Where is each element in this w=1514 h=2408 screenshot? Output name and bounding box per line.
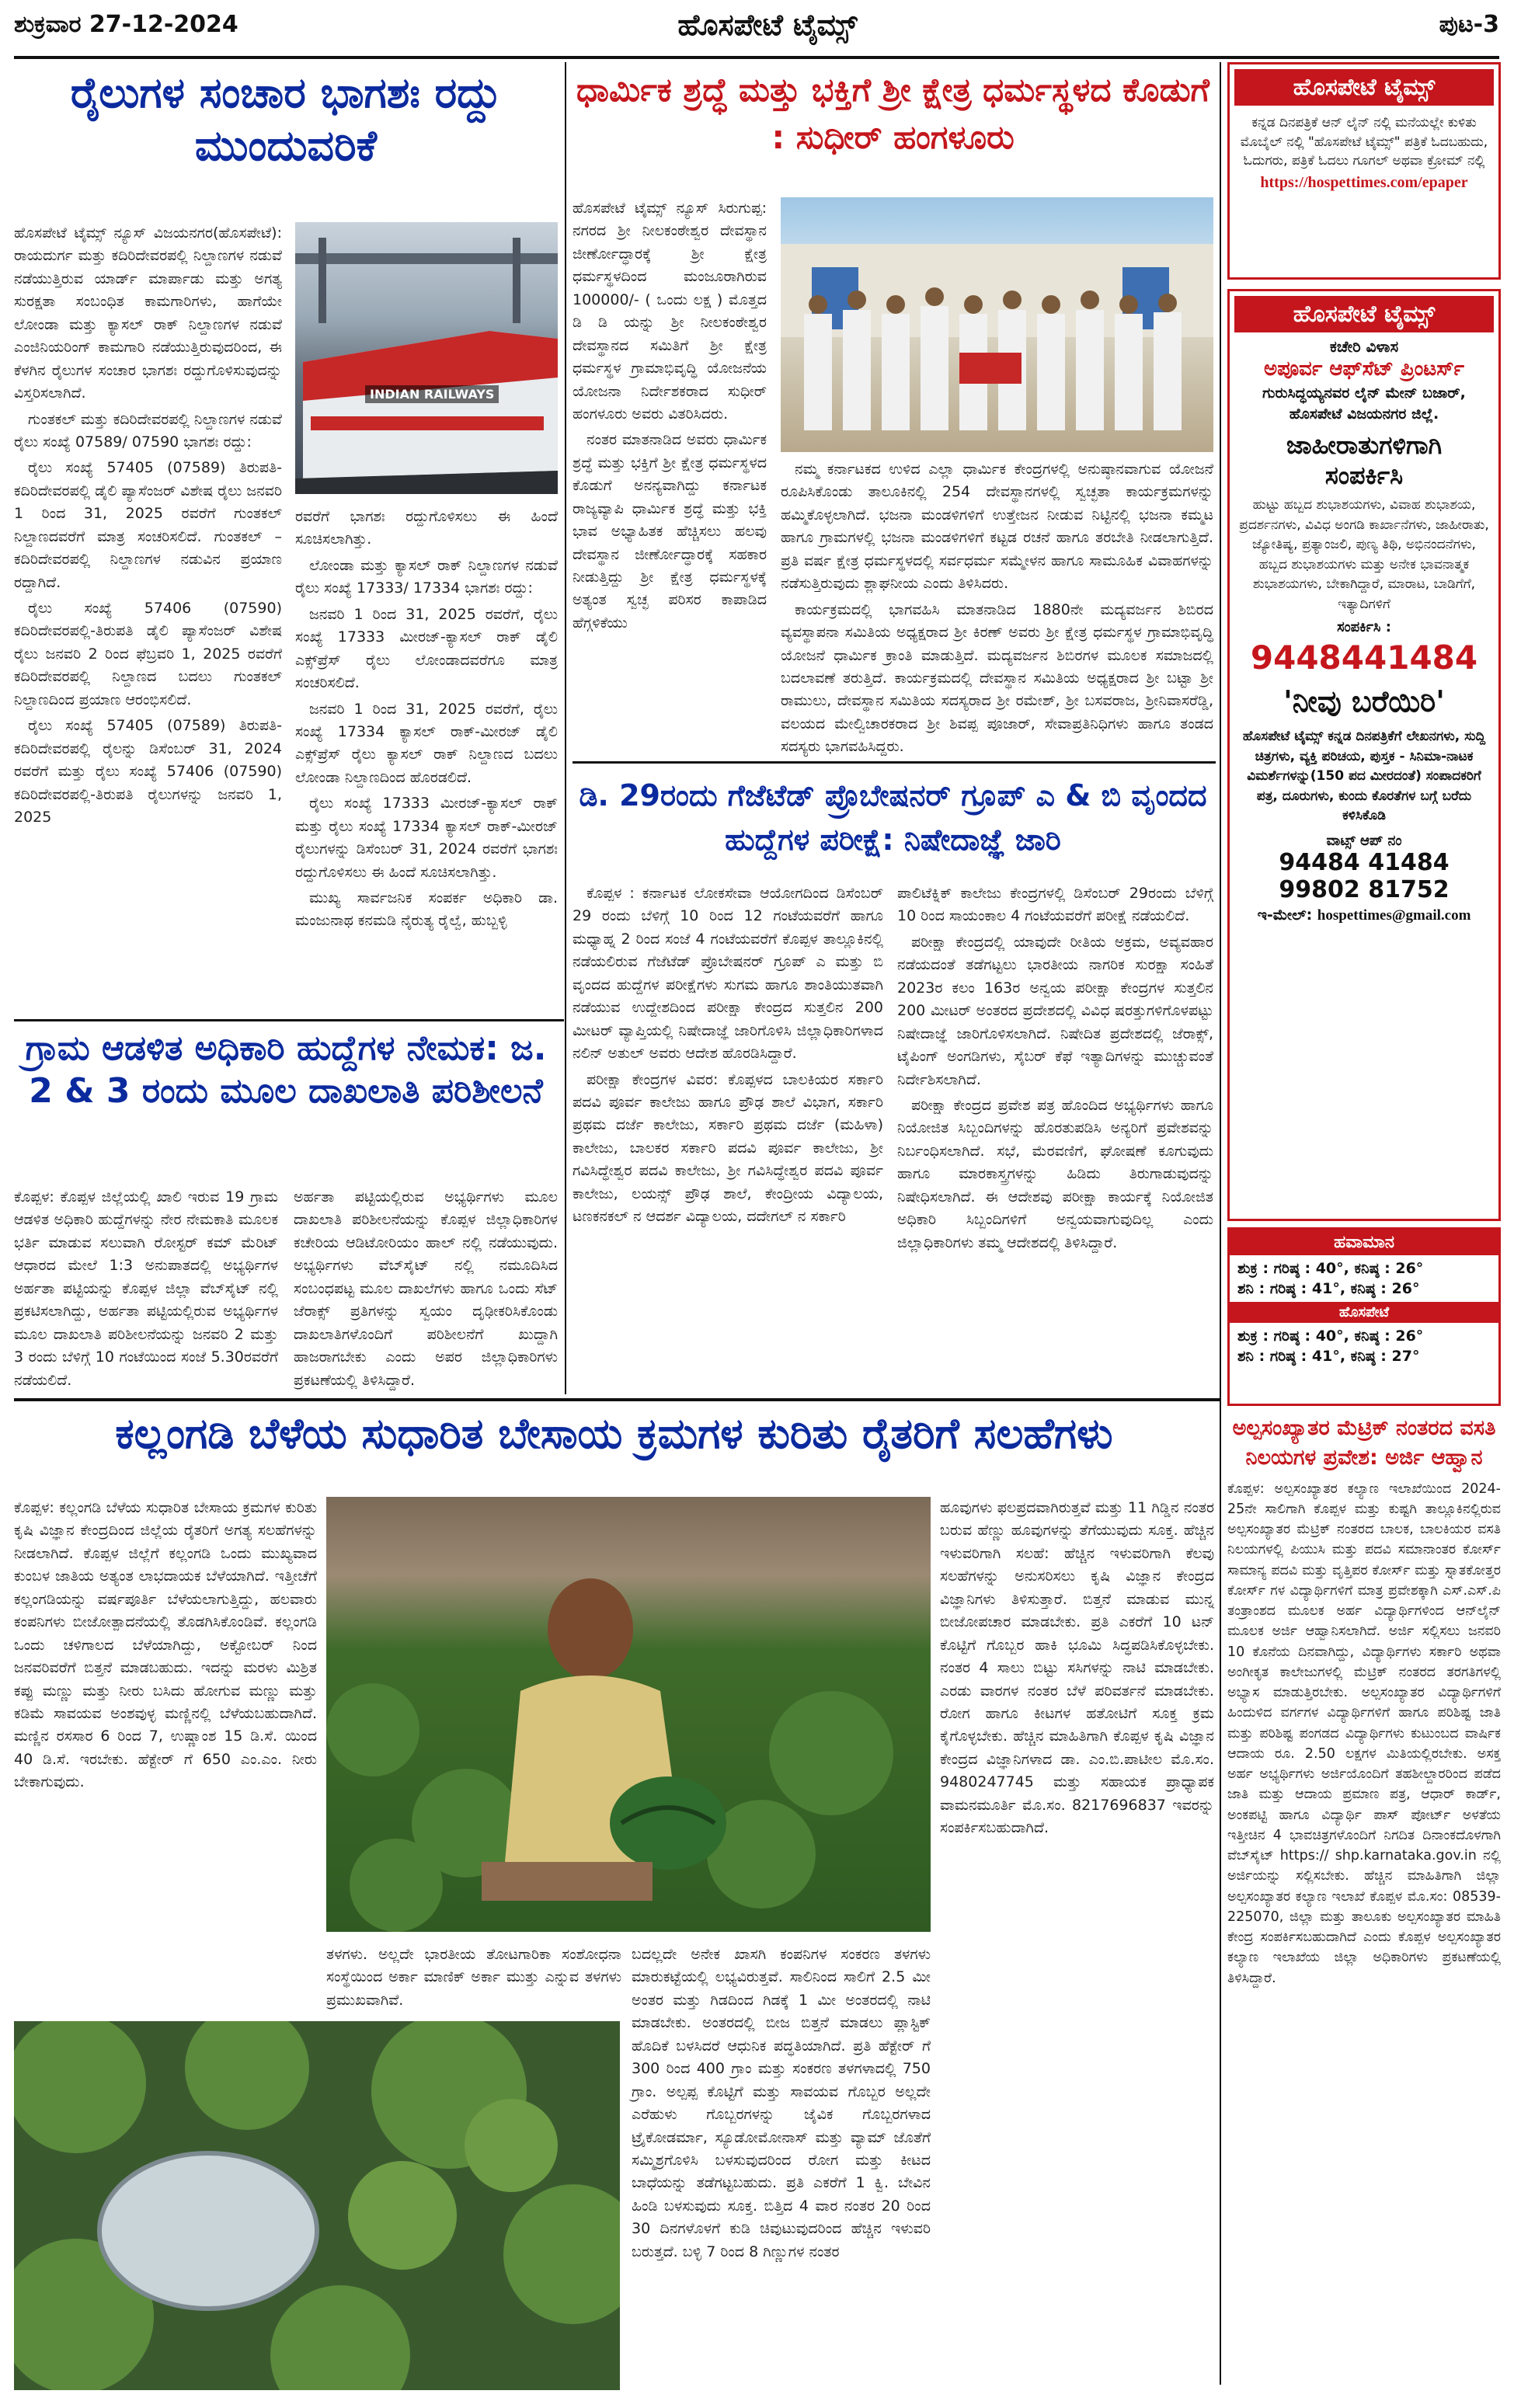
watermelon-col1: ಕೊಪ್ಪಳ: ಕಲ್ಲಂಗಡಿ ಬೆಳೆಯ ಸುಧಾರಿತ ಬೇಸಾಯ ಕ್ರಮಗಳ ಕುರಿತು ಕೃಷಿ ವಿಜ್ಞಾನ ಕೇಂದ್ರದಿಂದ ಜಿಲ್ಲೆಯ ರೈತರಿಗೆ ಅಗತ್ಯ ಸಲಹೆಗಳನ್ನು ನೀಡಲಾಗಿದೆ. ಕೊಪ್ಪಳ ಜಿಲ್ಲೆಗೆ ಕಲ್ಲಂಗಡಿ ಒಂದು ಮುಖ್ಯವಾದ ಕುಂಬಳ ಜಾತಿಯ ಅತ್ಯಂತ ಲಾಭದಾಯಕ ಬೆಳೆಯಾಗಿದೆ. ಇತ್ತೀಚೆಗೆ ಕಲ್ಲಂಗಡಿಯನ್ನು ವರ್ಷಪೂರ್ತಿ ಬೆಳೆಯಲಾಗುತ್ತಿದ್ದು, ಹಲವಾರು ಕಂಪನಿಗಳು ಬೀಜೋತ್ಪಾದನೆಯಲ್ಲಿ ತೊಡಗಿಸಿಕೊಂಡಿವೆ. ಕಲ್ಲಂಗಡಿ ಒಂದು ಚಳಿಗಾಲದ ಬೆಳೆಯಾಗಿದ್ದು, ಅಕ್ಟೋಬರ್ ನಿಂದ ಜನವರಿವರೆಗೆ ಬಿತ್ತನೆ ಮಾಡಬಹುದು. ಇದನ್ನು ಮರಳು ಮಿಶ್ರಿತ ಕಪ್ಪು ಮಣ್ಣು ಮತ್ತು ನೀರು ಬಸಿದು ಹೋಗುವ ಮಣ್ಣು ಮತ್ತು ಕಡಿಮೆ ಸಾವಯವ ಅಂಶವುಳ್ಳ ಮಣ್ಣಿನಲ್ಲಿ ಬೆಳೆಯಬಹುದಾಗಿದೆ. ಮಣ್ಣಿನ ರಸಸಾರ 6 ರಿಂದ 7, ಉಷ್ಣಾಂಶ 15 ಡಿ.ಸೆ. ಯಿಂದ 40 ಡಿ.ಸೆ. ಇರಬೇಕು. ಹೆಕ್ಟೇರ್ ಗೆ 650 ಎಂ.ಎಂ. ನೀರು ಬೇಕಾಗುವುದು.	[14, 1499, 317, 1791]
epaper-ad-title: ಹೊಸಪೇಟೆ ಟೈಮ್ಸ್	[1234, 69, 1494, 106]
exam-headline: ಡಿ. 29ರಂದು ಗೆಜೆಟೆಡ್ ಪ್ರೊಬೇಷನರ್ ಗ್ರೂಪ್ ಎ & ಬಿ ವೃಂದದ ಹುದ್ದೆಗಳ ಪರೀಕ್ಷೆ: ನಿಷೇದಾಜ್ಞೆ ಜಾರಿ	[579, 778, 1207, 857]
office-address: ಗುರುಸಿದ್ಧಯ್ಯನವರ ಲೈನ್ ಮೇನ್ ಬಜಾರ್, ಹೊಸಪೇಟೆ ವಿಜಯನಗರ ಜಿಲ್ಲೆ.	[1262, 385, 1466, 423]
paragraph: ನಂತರ ಮಾತನಾಡಿದ ಅವರು ಧಾರ್ಮಿಕ ಶ್ರದ್ಧೆ ಮತ್ತು ಭಕ್ತಿಗೆ ಶ್ರೀ ಕ್ಷೇತ್ರ ಧರ್ಮಸ್ಥಳದ ಕೊಡುಗೆ ಅನನ್ಯವಾಗಿದ್ದು ಕರ್ನಾಟಕ ರಾಜ್ಯವ್ಯಾಪಿ ಧಾರ್ಮಿಕ ಶ್ರದ್ಧೆ ಮತ್ತು ಭಕ್ತಿ ಭಾವ ಅಭ್ಯಾಹಿತಕ ಹೆಚ್ಚಿಸಲು ಹಲವು ದೇವಸ್ಥಾನ ಜೀರ್ಣೋದ್ಧಾರಕ್ಕೆ ಸಹಕಾರ ನೀಡುತ್ತಿದ್ದು ಶ್ರೀ ಕ್ಷೇತ್ರ ಧರ್ಮಸ್ಥಳಕ್ಕೆ ಅತ್ಯಂತ ಸ್ವಚ್ಛ ಪರಿಸರ ಕಾಪಾಡಿದ ಹೆಗ್ಗಳಿಕೆಯು	[573, 431, 767, 632]
paragraph: ಹೊಸಪೇಟೆ ಟೈಮ್ಸ್ ನ್ಯೂಸ್ ಸಿರುಗುಪ್ಪ: ನಗರದ ಶ್ರೀ ನೀಲಕಂಠೇಶ್ವರ ದೇವಸ್ಥಾನ ಜೀರ್ಣೋದ್ಧಾರಕ್ಕೆ ಶ್ರೀ ಕ್ಷೇತ್ರ ಧರ್ಮಸ್ಥಳದಿಂದ ಮಂಜೂರಾಗಿರುವ 100000/- ( ಒಂದು ಲಕ್ಷ ) ಮೊತ್ತದ ಡಿ ಡಿ ಯನ್ನು ಶ್ರೀ ನೀಲಕಂಠೇಶ್ವರ ದೇವಸ್ಥಾನದ ಸಮಿತಿಗೆ ಶ್ರೀ ಕ್ಷೇತ್ರ ಧರ್ಮಸ್ಥಳ ಗ್ರಾಮಾಭಿವೃದ್ಧಿ ಯೋಜನೆಯ ಯೋಜನಾ ನಿರ್ದೇಶಕರಾದ ಸುಧೀರ್ ಹಂಗಳೂರು ಅವರು ವಿತರಿಸಿದರು.	[573, 200, 767, 423]
phone-2[interactable]: 99802 81752	[1279, 875, 1450, 903]
dharmasthala-col2	[781, 458, 1213, 762]
weather-box	[1227, 1227, 1501, 1406]
masthead	[14, 6, 1499, 53]
divider	[14, 1398, 1220, 1401]
whatsapp-label: ವಾಟ್ಸ್ ಆಪ್ ನಂ	[1326, 832, 1402, 849]
article-dharmasthala	[573, 67, 1213, 756]
paragraph: ರೈಲು ಸಂಖ್ಯೆ 57405 (07589) ತಿರುಪತಿ-ಕದಿರಿದೇವರಪಲ್ಲಿ ಡೈಲಿ ಪ್ಯಾಸೆಂಜರ್ ವಿಶೇಷ ರೈಲು ಜನವರಿ 1 ರಿಂದ 31, 2025 ರವರೆಗೆ ಗುಂತಕಲ್ ನಿಲ್ದಾಣದವರೆಗೆ ಮಾತ್ರ ಸಂಚರಿಸಲಿದೆ. ಗುಂತಕಲ್ – ಕದಿರಿದೇವರಪಲ್ಲಿ ನಿಲ್ದಾಣಗಳ ನಡುವಿನ ಪ್ರಯಾಣ ರದ್ದಾಗಿದೆ.	[14, 459, 282, 591]
write-title: 'ನೀವು ಬರೆಯಿರಿ'	[1283, 684, 1445, 719]
masthead-date: ಶುಕ್ರವಾರ 27-12-2024	[14, 11, 238, 38]
dharmasthala-col1	[573, 197, 767, 638]
article-railways	[14, 67, 558, 1014]
email-label: ಇ-ಮೇಲ್:	[1257, 906, 1313, 924]
weather-row	[1230, 1323, 1498, 1345]
watermelon-col-img: ತಳಗಳು. ಅಲ್ಲದೇ ಭಾರತೀಯ ತೋಟಗಾರಿಕಾ ಸಂಶೋಧನಾ ಸಂಸ್ಥೆಯಿಂದ ಅರ್ಕಾ ಮಾಣಿಕ್ ಅರ್ಕಾ ಮುತ್ತು ಎನ್ನುವ ತಳಗಳು ಪ್ರಮುಖವಾಗಿವೆ.	[326, 1946, 621, 2009]
train-illustration	[295, 222, 558, 494]
weather-values: : ಗರಿಷ್ಠ : 40°, ಕನಿಷ್ಠ : 26°	[1262, 1260, 1424, 1277]
weather-row	[1230, 1345, 1498, 1368]
exam-col1	[573, 882, 883, 1232]
paragraph: ಹೊಸಪೇಟೆ ಟೈಮ್ಸ್ ನ್ಯೂಸ್ ವಿಜಯನಗರ(ಹೊಸಪೇಟೆ): ರಾಯದುರ್ಗ ಮತ್ತು ಕದಿರಿದೇವರಪಲ್ಲಿ ನಿಲ್ದಾಣಗಳ ನಡುವೆ ನಡೆಯುತ್ತಿರುವ ಯಾರ್ಡ್ ಮಾರ್ಪಾಡು ಮತ್ತು ಅಗತ್ಯ ಸುರಕ್ಷತಾ ಸಂಬಂಧಿತ ಕಾಮಗಾರಿಗಳು, ಹಾಗೆಯೇ ಲೋಂಡಾ ಮತ್ತು ಕ್ಯಾಸಲ್ ರಾಕ್ ನಿಲ್ದಾಣಗಳ ನಡುವೆ ಎಂಜಿನಿಯರಿಂಗ್ ಕಾಮಗಾರಿ ನಡೆಯುತ್ತಿರುವುದರಿಂದ, ಈ ಕೆಳಗಿನ ರೈಲುಗಳ ಸಂಚಾರ ಭಾಗಶಃ ರದ್ದುಗೊಳಿಸುವುದನ್ನು ವಿಸ್ತರಿಸಲಾಗಿದೆ.	[14, 224, 282, 402]
divider	[14, 1019, 564, 1021]
village-col1: ಕೊಪ್ಪಳ: ಕೊಪ್ಪಳ ಜಿಲ್ಲೆಯಲ್ಲಿ ಖಾಲಿ ಇರುವ 19 ಗ್ರಾಮ ಆಡಳಿತ ಅಧಿಕಾರಿ ಹುದ್ದೆಗಳನ್ನು ನೇರ ನೇಮಕಾತಿ ಮೂಲಕ ಭರ್ತಿ ಮಾಡುವ ಸಲುವಾಗಿ ರೋಸ್ಟರ್ ಕಮ್ ಮೆರಿಟ್ ಆಧಾರದ ಮೇಲೆ 1:3 ಅನುಪಾತದಲ್ಲಿ ಅಭ್ಯರ್ಥಿಗಳ ಅರ್ಹತಾ ಪಟ್ಟಿಯನ್ನು ಕೊಪ್ಪಳ ಜಿಲ್ಲಾ ವೆಬ್‌ಸೈಟ್ ನಲ್ಲಿ ಪ್ರಕಟಿಸಲಾಗಿದ್ದು, ಅರ್ಹತಾ ಪಟ್ಟಿಯಲ್ಲಿರುವ ಅಭ್ಯರ್ಥಿಗಳ ಮೂಲ ದಾಖಲಾತಿ ಪರಿಶೀಲನೆಯನ್ನು ಜನವರಿ 2 ಮತ್ತು 3 ರಂದು ಬೆಳಿಗ್ಗೆ 10 ಗಂಟೆಯಿಂದ ಸಂಜೆ 5.30ರವರೆಗೆ ನಡೆಯಲಿದೆ.	[14, 1188, 278, 1389]
weather-values: : ಗರಿಷ್ಠ : 41°, ಕನಿಷ್ಠ : 26°	[1258, 1280, 1420, 1297]
paragraph: ರೈಲು ಸಂಖ್ಯೆ 17333 ಮೀರಜ್-ಕ್ಯಾಸಲ್ ರಾಕ್ ಮತ್ತು ರೈಲು ಸಂಖ್ಯೆ 17334 ಕ್ಯಾಸಲ್ ರಾಕ್-ಮೀರಜ್ ರೈಲುಗಳನ್ನು ಡಿಸೆಂಬರ್ 31, 2024 ರವರೆಗೆ ಭಾಗಶಃ ರದ್ದುಗೊಳಿಸಲು ಈ ಹಿಂದೆ ಸೂಚಿಸಲಾಗಿತ್ತು.	[295, 795, 558, 881]
weather-title: ಹವಾಮಾನ	[1230, 1230, 1498, 1255]
divider-right	[1220, 62, 1221, 2385]
weather-values: : ಗರಿಷ್ಠ : 40°, ಕನಿಷ್ಠ : 26°	[1262, 1328, 1424, 1345]
paragraph: ಜನವರಿ 1 ರಿಂದ 31, 2025 ರವರೆಗೆ, ರೈಲು ಸಂಖ್ಯೆ 17333 ಮೀರಜ್-ಕ್ಯಾಸಲ್ ರಾಕ್ ಡೈಲಿ ಎಕ್ಸ್‌ಪ್ರೆಸ್ ರೈಲು ಲೋಂಡಾದವರೆಗೂ ಮಾತ್ರ ಸಂಚರಿಸಲಿದೆ.	[295, 605, 558, 692]
railways-col1	[14, 222, 282, 832]
weather-row	[1230, 1277, 1498, 1302]
paragraph: ರೈಲು ಸಂಖ್ಯೆ 57405 (07589) ತಿರುಪತಿ-ಕದಿರಿದೇವರಪಲ್ಲಿ ರೈಲನ್ನು ಡಿಸೆಂಬರ್ 31, 2024 ರವರೆಗೆ ಮತ್ತು ರೈಲು ಸಂಖ್ಯೆ 57406 (07590) ಕದಿರಿದೇವರಪಲ್ಲಿ-ತಿರುಪತಿ ರೈಲುಗಳನ್ನು ಜನವರಿ 1, 2025	[14, 717, 282, 826]
weather-subtitle: ಹೊಸಪೇಟೆ	[1230, 1302, 1498, 1323]
village-col2: ಅರ್ಹತಾ ಪಟ್ಟಿಯಲ್ಲಿರುವ ಅಭ್ಯರ್ಥಿಗಳು ಮೂಲ ದಾಖಲಾತಿ ಪರಿಶೀಲನೆಯನ್ನು ಕೊಪ್ಪಳ ಜಿಲ್ಲಾಧಿಕಾರಿಗಳ ಕಚೇರಿಯ ಆಡಿಟೋರಿಯಂ ಹಾಲ್ ನಲ್ಲಿ ನಡೆಯುವುದು. ಅಭ್ಯರ್ಥಿಗಳು ವೆಬ್‌ಸೈಟ್ ನಲ್ಲಿ ನಮೂದಿಸಿದ ಸಂಬಂಧಪಟ್ಟ ಮೂಲ ದಾಖಲೆಗಳು ಹಾಗೂ ಒಂದು ಸೆಟ್ ಜೆರಾಕ್ಸ್ ಪ್ರತಿಗಳನ್ನು ಸ್ವಯಂ ದೃಢೀಕರಿಸಿಕೊಂಡು ದಾಖಲಾತಿಗಳೊಂದಿಗೆ ಪರಿಶೀಲನೆಗೆ ಖುದ್ದಾಗಿ ಹಾಜರಾಗಬೇಕು ಎಂದು ಅಪರ ಜಿಲ್ಲಾಧಿಕಾರಿಗಳು ಪ್ರಕಟಣೆಯಲ್ಲಿ ತಿಳಿಸಿದ್ದಾರೆ.	[294, 1188, 558, 1389]
contact-ad-title: ಹೊಸಪೇಟೆ ಟೈಮ್ಸ್	[1234, 296, 1494, 332]
paragraph: ಪರೀಕ್ಷಾ ಕೇಂದ್ರಗಳ ವಿವರ: ಕೊಪ್ಪಳದ ಬಾಲಕಿಯರ ಸರ್ಕಾರಿ ಪದವಿ ಪೂರ್ವ ಕಾಲೇಜು ಹಾಗೂ ಪ್ರೌಢ ಶಾಲೆ ವಿಭಾಗ, ಸರ್ಕಾರಿ ಪ್ರಥಮ ದರ್ಜೆ ಕಾಲೇಜು, ಸರ್ಕಾರಿ ಪ್ರಥಮ ದರ್ಜೆ (ಮಹಿಳಾ) ಕಾಲೇಜು, ಬಾಲಕರ ಸರ್ಕಾರಿ ಪದವಿ ಪೂರ್ವ ಕಾಲೇಜು, ಶ್ರೀ ಗವಿಸಿದ್ಧೇಶ್ವರ ಪದವಿ ಕಾಲೇಜು, ಶ್ರೀ ಗವಿಸಿದ್ಧೇಶ್ವರ ಪದವಿ ಪೂರ್ವ ಕಾಲೇಜು, ಲಯನ್ಸ್ ಪ್ರೌಢ ಶಾಲೆ, ಕೇಂದ್ರೀಯ ವಿದ್ಯಾಲಯ, ಟಣಕನಕಲ್ ನ ಆದರ್ಶ ವಿದ್ಯಾಲಯ, ದದೇಗಲ್ ನ ಸರ್ಕಾರಿ	[573, 1070, 883, 1226]
group-illustration	[781, 197, 1213, 452]
railways-col2	[295, 506, 558, 936]
paragraph: ಕೊಪ್ಪಳ : ಕರ್ನಾಟಕ ಲೋಕಸೇವಾ ಆಯೋಗದಿಂದ ಡಿಸೆಂಬರ್ 29 ರಂದು ಬೆಳಿಗ್ಗೆ 10 ರಿಂದ 12 ಗಂಟೆಯವರೆಗೆ ಹಾಗೂ ಮಧ್ಯಾಹ್ನ 2 ರಿಂದ ಸಂಜೆ 4 ಗಂಟೆಯವರೆಗೆ ಕೊಪ್ಪಳ ತಾಲ್ಲೂಕಿನಲ್ಲಿ ನಡೆಯಲಿರುವ ಗೆಜೆಟೆಡ್ ಪ್ರೊಬೇಷನರ್ ಗ್ರೂಪ್ ಎ ಮತ್ತು ಬಿ ವೃಂದದ ಹುದ್ದೆಗಳ ಪರೀಕ್ಷೆಗಳು ಸುಗಮ ಹಾಗೂ ಶಾಂತಿಯುತವಾಗಿ ನಡೆಯುವ ಉದ್ದೇಶದಿಂದ ಪರೀಕ್ಷಾ ಕೇಂದ್ರದ ಸುತ್ತಲಿನ 200 ಮೀಟರ್ ವ್ಯಾಪ್ತಿಯಲ್ಲಿ ನಿಷೇದಾಜ್ಞೆ ಜಾರಿಗೊಳಿಸಿ ಜಿಲ್ಲಾಧಿಕಾರಿಗಳಾದ ನಲಿನ್ ಅತುಲ್ ಅವರು ಆದೇಶ ಹೊರಡಿಸಿದ್ದಾರೆ.	[573, 885, 883, 1063]
paragraph: ಜನವರಿ 1 ರಿಂದ 31, 2025 ರವರೆಗೆ, ರೈಲು ಸಂಖ್ಯೆ 17334 ಕ್ಯಾಸಲ್ ರಾಕ್-ಮೀರಜ್ ಡೈಲಿ ಎಕ್ಸ್‌ಪ್ರೆಸ್ ರೈಲು ಕ್ಯಾಸಲ್ ರಾಕ್ ನಿಲ್ದಾಣದ ಬದಲು ಲೋಂಡಾ ನಿಲ್ದಾಣದಿಂದ ಹೊರಡಲಿದೆ.	[295, 700, 558, 786]
weather-day: ಶನಿ	[1237, 1280, 1254, 1297]
article-watermelon	[14, 1408, 1214, 2394]
paragraph: ಮುಖ್ಯ ಸಾರ್ವಜನಿಕ ಸಂಪರ್ಕ ಅಧಿಕಾರಿ ಡಾ. ಮಂಜುನಾಥ ಕನಮಡಿ ನೈರುತ್ಯ ರೈಲ್ವೆ, ಹುಬ್ಬಳ್ಳಿ	[295, 889, 558, 930]
phone-big[interactable]: 9448441484	[1250, 639, 1478, 677]
watermelon-headline: ಕಲ್ಲಂಗಡಿ ಬೆಳೆಯ ಸುಧಾರಿತ ಬೇಸಾಯ ಕ್ರಮಗಳ ಕುರಿತು ರೈತರಿಗೆ ಸಲಹೆಗಳು	[115, 1409, 1113, 1458]
office-label: ಕಚೇರಿ ವಿಳಾಸ	[1329, 337, 1399, 356]
epaper-ad	[1227, 62, 1501, 280]
melon-field-illustration	[14, 2021, 620, 2390]
exam-col2	[897, 882, 1213, 1258]
contact-ad	[1227, 289, 1501, 1221]
group-photo	[781, 197, 1213, 452]
masthead-rule	[14, 56, 1499, 59]
article-kpsc-exam	[573, 774, 1213, 1395]
email-link[interactable]: hospettimes@gmail.com	[1317, 906, 1471, 924]
weather-day: ಶುಕ್ರ	[1237, 1260, 1258, 1277]
write-text: ಹೊಸಪೇಟೆ ಟೈಮ್ಸ್ ಕನ್ನಡ ದಿನಪತ್ರಿಕೆಗೆ ಲೇಖನಗಳು, ಸುದ್ದಿ ಚಿತ್ರಗಳು, ವ್ಯಕ್ತಿ ಪರಿಚಯ, ಪುಸ್ತಕ - ಸಿನಿಮಾ-ನಾಟಕ ವಿಮರ್ಶೆಗಳನ್ನು(150 ಪದ ಮೀರದಂತೆ) ಸಂಪಾದಕರಿಗೆ ಪತ್ರ, ದೂರುಗಳು, ಕುಂದು ಕೊರತೆಗಳ ಬಗ್ಗೆ ಬರೆದು ಕಳಿಸಿಕೊಡಿ	[1242, 729, 1486, 824]
sidebar	[1227, 62, 1501, 2400]
paragraph: ಪಾಲಿಟೆಕ್ನಿಕ್ ಕಾಲೇಜು ಕೇಂದ್ರಗಳಲ್ಲಿ ಡಿಸೆಂಬರ್ 29ರಂದು ಬೆಳಿಗ್ಗೆ 10 ರಿಂದ ಸಾಯಂಕಾಲ 4 ಗಂಟೆಯವರೆಗೆ ಪರೀಕ್ಷೆ ನಡೆಯಲಿದೆ.	[897, 885, 1213, 925]
divider	[573, 761, 1216, 764]
paragraph: ಲೋಂಡಾ ಮತ್ತು ಕ್ಯಾಸಲ್ ರಾಕ್ ನಿಲ್ದಾಣಗಳ ನಡುವೆ ರೈಲು ಸಂಖ್ಯೆ 17333/ 17334 ಭಾಗಶಃ ರದ್ದು:	[295, 556, 558, 597]
paragraph: ಪರೀಕ್ಷಾ ಕೇಂದ್ರದಲ್ಲಿ ಯಾವುದೇ ರೀತಿಯ ಅಕ್ರಮ, ಅವ್ಯವಹಾರ ನಡೆಯದಂತೆ ತಡೆಗಟ್ಟಲು ಭಾರತೀಯ ನಾಗರಿಕ ಸುರಕ್ಷಾ ಸಂಹಿತೆ 2023ರ ಕಲಂ 163ರ ಅನ್ವಯ ಪರೀಕ್ಷಾ ಕೇಂದ್ರಗಳ ಸುತ್ತಲಿನ 200 ಮೀಟರ್ ಅಂತರದ ಪ್ರದೇಶದಲ್ಲಿ ವಿವಿಧ ಷರತ್ತುಗಳಿಗೊಳಪಟ್ಟು ನಿಷೇದಾಜ್ಞೆ ಜಾರಿಗೊಳಿಸಲಾಗಿದೆ. ನಿಷೇದಿತ ಪ್ರದೇಶದಲ್ಲಿ ಜೆರಾಕ್ಸ್, ಟೈಪಿಂಗ್ ಅಂಗಡಿಗಳು, ಸೈಬರ್ ಕೆಫೆ ಇತ್ಯಾದಿಗಳನ್ನು ಮುಚ್ಚುವಂತೆ ನಿರ್ದೇಶಿಸಲಾಗಿದೆ.	[897, 933, 1213, 1088]
masthead-title: ಹೊಸಪೇಟೆ ಟೈಮ್ಸ್	[677, 8, 858, 42]
divider-left	[565, 62, 566, 1394]
minority-body: ಕೊಪ್ಪಳ: ಅಲ್ಪಸಂಖ್ಯಾತರ ಕಲ್ಯಾಣ ಇಲಾಖೆಯಿಂದ 2024-25ನೇ ಸಾಲಿಗಾಗಿ ಕೊಪ್ಪಳ ಮತ್ತು ಕುಷ್ಟಗಿ ತಾಲ್ಲೂಕಿನಲ್ಲಿರುವ ಅಲ್ಪಸಂಖ್ಯಾತರ ಮೆಟ್ರಿಕ್ ನಂತರದ ಬಾಲಕ, ಬಾಲಕಿಯರ ವಸತಿ ನಿಲಯಗಳಲ್ಲಿ ಪಿಯುಸಿ ಮತ್ತು ಪದವಿ ಸಮಾನಾಂತರ ಕೋರ್ಸ್ ಸಾಮಾನ್ಯ ಪದವಿ ಮತ್ತು ವೃತ್ತಿಪರ ಕೋರ್ಸ್ ಮತ್ತು ಸ್ನಾತಕೋತ್ತರ ಕೋರ್ಸ್ ಗಳ ವಿದ್ಯಾರ್ಥಿಗಳಿಗೆ ಮಾತ್ರ ಪ್ರವೇಶಕ್ಕಾಗಿ ಎಸ್.ಎಸ್.ಪಿ ತಂತ್ರಾಂಶದ ಮೂಲಕ ಅರ್ಹ ವಿದ್ಯಾರ್ಥಿಗಳಿಂದ ಆನ್‌ಲೈನ್ ಮೂಲಕ ಅರ್ಜಿ ಆಹ್ವಾನಿಸಲಾಗಿದೆ. ಅರ್ಜಿ ಸಲ್ಲಿಸಲು ಜನವರಿ 10 ಕೊನೆಯ ದಿನವಾಗಿದ್ದು, ವಿದ್ಯಾರ್ಥಿಗಳು ಸರ್ಕಾರಿ ಅಥವಾ ಅಂಗೀಕೃತ ಕಾಲೇಜುಗಳಲ್ಲಿ ಮೆಟ್ರಿಕ್ ನಂತರದ ತರಗತಿಗಳಲ್ಲಿ ಅಭ್ಯಾಸ ಮಾಡುತ್ತಿರಬೇಕು. ಅಲ್ಪಸಂಖ್ಯಾತರ ವಿದ್ಯಾರ್ಥಿಗಳಿಗೆ ಹಿಂದುಳಿದ ವರ್ಗಗಳ ವಿದ್ಯಾರ್ಥಿಗಳಿಗೆ ಹಾಗೂ ಪರಿಶಿಷ್ಟ ಜಾತಿ ಮತ್ತು ಪರಿಶಿಷ್ಟ ಪಂಗಡದ ವಿದ್ಯಾರ್ಥಿಗಳು ಕುಟುಂಬದ ವಾರ್ಷಿಕ ಆದಾಯ ರೂ. 2.50 ಲಕ್ಷಗಳ ಮಿತಿಯಲ್ಲಿರಬೇಕು. ಅಸಕ್ತ ಅರ್ಹ ಅಭ್ಯರ್ಥಿಗಳು ಅರ್ಜಿಯೊಂದಿಗೆ ತಹಶೀಲ್ದಾರರಿಂದ ಪಡೆದ ಜಾತಿ ಮತ್ತು ಆದಾಯ ಪ್ರಮಾಣ ಪತ್ರ, ಆಧಾರ್ ಕಾರ್ಡ್, ಅಂಕಪಟ್ಟಿ ಹಾಗೂ ವಿದ್ಯಾರ್ಥಿ ಪಾಸ್ ಪೋರ್ಟ್ ಅಳತೆಯ ಇತ್ತೀಚಿನ 4 ಭಾವಚಿತ್ರಗಳೊಂದಿಗೆ ನಿಗದಿತ ದಿನಾಂಕದೊಳಗಾಗಿ ವೆಬ್‌ಸೈಟ್ https:// shp.karnataka.gov.in ನಲ್ಲಿ ಅರ್ಜಿಯನ್ನು ಸಲ್ಲಿಸಬೇಕು. ಹೆಚ್ಚಿನ ಮಾಹಿತಿಗಾಗಿ ಜಿಲ್ಲಾ ಅಲ್ಪಸಂಖ್ಯಾತರ ಕಲ್ಯಾಣ ಇಲಾಖೆ ಕೊಪ್ಪಳ ಮೊ.ಸಂ: 08539-225070, ಜಿಲ್ಲಾ ಮತ್ತು ತಾಲೂಕು ಅಲ್ಪಸಂಖ್ಯಾತರ ಮಾಹಿತಿ ಕೇಂದ್ರ ಸಂಪರ್ಕಿಸಬಹುದಾಗಿದೆ ಎಂದು ಕೊಪ್ಪಳ ಅಲ್ಪಸಂಖ್ಯಾತರ ಕಲ್ಯಾಣ ಇಲಾಖೆಯ ಜಿಲ್ಲಾ ಅಧಿಕಾರಿಗಳು ಪ್ರಕಟಣೆಯಲ್ಲಿ ತಿಳಿಸಿದ್ದಾರೆ.	[1227, 1481, 1501, 1986]
paragraph: ರವರೆಗೆ ಭಾಗಶಃ ರದ್ದುಗೊಳಿಸಲು ಈ ಹಿಂದೆ ಸೂಚಿಸಲಾಗಿತ್ತು.	[295, 508, 558, 548]
train-photo-label: INDIAN RAILWAYS	[365, 385, 499, 403]
minority-headline: ಅಲ್ಪಸಂಖ್ಯಾತರ ಮೆಟ್ರಿಕ್ ನಂತರದ ವಸತಿ ನಿಲಯಗಳ ಪ್ರವೇಶ: ಅರ್ಜಿ ಆಹ್ವಾನ	[1232, 1416, 1496, 1470]
epaper-link[interactable]: https://hospettimes.com/epaper	[1260, 173, 1468, 191]
ads-heading: ಜಾಹೀರಾತುಗಳಿಗಾಗಿ	[1286, 430, 1443, 461]
masthead-page: ಪುಟ-3	[1439, 11, 1499, 38]
dharmasthala-headline: ಧಾರ್ಮಿಕ ಶ್ರದ್ಧೆ ಮತ್ತು ಭಕ್ತಿಗೆ ಶ್ರೀ ಕ್ಷೇತ್ರ ಧರ್ಮಸ್ಥಳದ ಕೊಡುಗೆ : ಸುಧೀರ್ ಹಂಗಳೂರು	[576, 71, 1209, 156]
contact-heading: ಸಂಪರ್ಕಿಸಿ	[1324, 461, 1404, 491]
weather-row	[1230, 1255, 1498, 1277]
paragraph: ನಮ್ಮ ಕರ್ನಾಟಕದ ಉಳಿದ ಎಲ್ಲಾ ಧಾರ್ಮಿಕ ಕೇಂದ್ರಗಳಲ್ಲಿ ಅನುಷ್ಠಾನವಾಗುವ ಯೋಜನೆ ರೂಪಿಸಿಕೊಂಡು ತಾಲೂಕಿನಲ್ಲಿ 254 ದೇವಸ್ಥಾನಗಳಲ್ಲಿ ಸ್ವಚ್ಛತಾ ಕಾರ್ಯಕ್ರಮಗಳನ್ನು ಹಮ್ಮಿಕೊಳ್ಳಲಾಗಿದೆ. ಭಜನಾ ಮಂಡಳಿಗಳಿಗೆ ಉತ್ತೇಜನ ನೀಡುವ ನಿಟ್ಟಿನಲ್ಲಿ ಭಜನಾ ಕಮ್ಮಟ ಹಾಗೂ ಗ್ರಾಮಗಳಲ್ಲಿ ಭಜನಾ ಮಂಡಳಿಗಳಿಗೆ ಕಟ್ಟಡ ರಚನೆ ಹಾಗೂ ತರಬೇತಿ ನೀಡಲಾಗುತ್ತಿದೆ. ಪ್ರತಿ ವರ್ಷ ಕ್ಷೇತ್ರ ಧರ್ಮಸ್ಥಳದಲ್ಲಿ ಸರ್ವಧರ್ಮ ಸಮ್ಮೇಳನ ಹಾಗೂ ಸಾಮೂಹಿಕ ವಿವಾಹಗಳನ್ನು ನಡೆಸುತ್ತಿರುವುದು ಶ್ಲಾಘನೀಯ ಎಂದು ತಿಳಿಸಿದರು.	[781, 461, 1213, 593]
weather-day: ಶುಕ್ರ	[1237, 1328, 1258, 1345]
railways-headline: ರೈಲುಗಳ ಸಂಚಾರ ಭಾಗಶಃ ರದ್ದು ಮುಂದುವರಿಕೆ	[70, 68, 502, 170]
watermelon-photo	[14, 2021, 620, 2390]
paragraph: ರೈಲು ಸಂಖ್ಯೆ 57406 (07590) ಕದಿರಿದೇವರಪಲ್ಲಿ-ತಿರುಪತಿ ಡೈಲಿ ಪ್ಯಾಸೆಂಜರ್ ವಿಶೇಷ ರೈಲು ಜನವರಿ 2 ರಿಂದ ಫೆಬ್ರವರಿ 1, 2025 ರವರೆಗೆ ಕದಿರಿದೇವರಪಲ್ಲಿ ನಿಲ್ದಾಣದ ಬದಲು ಗುಂತಕಲ್ ನಿಲ್ದಾಣದಿಂದ ಪ್ರಯಾಣ ಆರಂಭಿಸಲಿದೆ.	[14, 600, 282, 708]
contact-label: ಸಂಪರ್ಕಿಸಿ :	[1337, 619, 1391, 636]
epaper-ad-text: ಕನ್ನಡ ದಿನಪತ್ರಿಕೆ ಆನ್ ಲೈನ್ ನಲ್ಲಿ ಮನೆಯಲ್ಲೇ ಕುಳಿತು ಮೊಬೈಲ್ ನಲ್ಲಿ "ಹೊಸಪೇಟೆ ಟೈಮ್ಸ್" ಪತ್ರಿಕೆ ಓದಬಹುದು, ಓದುಗರು, ಪತ್ರಿಕೆ ಓದಲು ಗೂಗಲ್ ಅಥವಾ ಕ್ರೋಮ್ ನಲ್ಲಿ	[1240, 115, 1488, 169]
farmer-illustration	[326, 1497, 931, 1932]
paragraph: ಗುಂತಕಲ್ ಮತ್ತು ಕದಿರಿದೇವರಪಲ್ಲಿ ನಿಲ್ದಾಣಗಳ ನಡುವೆ ರೈಲು ಸಂಖ್ಯೆ 07589/ 07590 ಭಾಗಶಃ ರದ್ದು:	[14, 410, 282, 451]
weather-day: ಶನಿ	[1237, 1348, 1254, 1365]
paragraph: ಪರೀಕ್ಷಾ ಕೇಂದ್ರದ ಪ್ರವೇಶ ಪತ್ರ ಹೊಂದಿದ ಅಭ್ಯರ್ಥಿಗಳು ಹಾಗೂ ನಿಯೋಜಿತ ಸಿಬ್ಬಂದಿಗಳನ್ನು ಹೊರತುಪಡಿಸಿ ಅನ್ಯರಿಗೆ ಪ್ರವೇಶವನ್ನು ನಿರ್ಬಂಧಿಸಲಾಗಿದೆ. ಸಭೆ, ಮೆರವಣಿಗೆ, ಘೋಷಣೆ ಕೂಗುವುದು ಹಾಗೂ ಮಾರಕಾಸ್ತ್ರಗಳನ್ನು ಹಿಡಿದು ತಿರುಗಾಡುವುದನ್ನು ನಿಷೇಧಿಸಲಾಗಿದೆ. ಈ ಆದೇಶವು ಪರೀಕ್ಷಾ ಕಾರ್ಯಕ್ಕೆ ನಿಯೋಜಿತ ಅಧಿಕಾರಿ ಸಿಬ್ಬಂದಿಗಳಿಗೆ ಅನ್ವಯವಾಗುವುದಿಲ್ಲ ಎಂದು ಜಿಲ್ಲಾಧಿಕಾರಿಗಳು ತಮ್ಮ ಆದೇಶದಲ್ಲಿ ತಿಳಿಸಿದ್ದಾರೆ.	[897, 1096, 1213, 1251]
village-headline: ಗ್ರಾಮ ಆಡಳಿತ ಅಧಿಕಾರಿ ಹುದ್ದೆಗಳ ನೇಮಕ: ಜ. 2 & 3 ರಂದು ಮೂಲ ದಾಖಲಾತಿ ಪರಿಶೀಲನೆ	[25, 1028, 547, 1111]
train-photo	[295, 222, 558, 494]
weather-values: : ಗರಿಷ್ಠ : 41°, ಕನಿಷ್ಠ : 27°	[1258, 1348, 1420, 1365]
ad-categories: ಹುಟ್ಟು ಹಬ್ಬದ ಶುಭಾಶಯಗಳು, ವಿವಾಹ ಶುಭಾಶಯ, ಪ್ರದರ್ಶನಗಳು, ವಿವಿಧ ಅಂಗಡಿ ಕಾರ್ಖಾನೆಗಳು, ಜಾಹೀರಾತು, ಜ್ಯೋತಿಷ್ಯ, ಪ್ರತ್ಯಾಂಜಲಿ, ಪುಣ್ಯ ತಿಥಿ, ಅಭಿನಂದನೆಗಳು, ಹಬ್ಬದ ಶುಭಾಶಯಗಳು ಮತ್ತು ಅನೇಕ ಭಾವನಾತ್ಮಕ ಶುಭಾಶಯಗಳು, ಬೇಕಾಗಿದ್ದಾರೆ, ಮಾರಾಟ, ಬಾಡಿಗೆಗೆ, ಇತ್ಯಾದಿಗಳಿಗೆ	[1239, 497, 1489, 612]
email-row	[1230, 903, 1498, 924]
watermelon-col2: ಹೂವುಗಳು ಫಲಪ್ರದವಾಗಿರುತ್ತವೆ ಮತ್ತು 11 ಗಿಡ್ಡಿನ ನಂತರ ಬರುವ ಹೆಣ್ಣು ಹೂವುಗಳನ್ನು ತೆಗೆಯುವುದು ಸೂಕ್ತ. ಹೆಚ್ಚಿನ ಇಳುವರಿಗಾಗಿ ಸಲಹೆ: ಹೆಚ್ಚಿನ ಇಳುವರಿಗಾಗಿ ಕೆಲವು ಸಲಹೆಗಳನ್ನು ಅನುಸರಿಸಲು ಕೃಷಿ ವಿಜ್ಞಾನ ಕೇಂದ್ರದ ವಿಜ್ಞಾನಿಗಳು ತಿಳಿಸುತ್ತಾರೆ. ಬಿತ್ತನೆ ಮಾಡುವ ಮುನ್ನ ಬೀಜೋಪಚಾರ ಮಾಡಬೇಕು. ಪ್ರತಿ ಎಕರೆಗೆ 10 ಟನ್ ಕೊಟ್ಟಿಗೆ ಗೊಬ್ಬರ ಹಾಕಿ ಭೂಮಿ ಸಿದ್ಧಪಡಿಸಿಕೊಳ್ಳಬೇಕು. ನಂತರ 4 ಸಾಲು ಬಿಟ್ಟು ಸಸಿಗಳನ್ನು ನಾಟಿ ಮಾಡಬೇಕು. ಎರಡು ವಾರಗಳ ನಂತರ ಬೆಳೆ ಪರಿವರ್ತನೆ ಮಾಡಬೇಕು. ರೋಗ ಹಾಗೂ ಕೀಟಗಳ ಹತೋಟಿಗೆ ಸೂಕ್ತ ಕ್ರಮ ಕೈಗೊಳ್ಳಬೇಕು. ಹೆಚ್ಚಿನ ಮಾಹಿತಿಗಾಗಿ ಕೊಪ್ಪಳ ಕೃಷಿ ವಿಜ್ಞಾನ ಕೇಂದ್ರದ ವಿಜ್ಞಾನಿಗಳಾದ ಡಾ. ಎಂ.ಬಿ.ಪಾಟೀಲ ಮೊ.ಸಂ. 9480247745 ಮತ್ತು ಸಹಾಯಕ ಪ್ರಾಧ್ಯಾಪಕ ವಾಮನಮೂರ್ತಿ ಮೊ.ಸಂ. 8217696837 ಇವರನ್ನು ಸಂಪರ್ಕಿಸಬಹುದಾಗಿದೆ.	[940, 1499, 1214, 1837]
article-village-officer	[14, 1027, 558, 1392]
watermelon-col3: ಬದಲ್ಲದೇ ಅನೇಕ ಖಾಸಗಿ ಕಂಪನಿಗಳ ಸಂಕರಣ ತಳಗಳು ಮಾರುಕಟ್ಟೆಯಲ್ಲಿ ಲಭ್ಯವಿರುತ್ತವೆ. ಸಾಲಿನಿಂದ ಸಾಲಿಗೆ 2.5 ಮೀ ಅಂತರ ಮತ್ತು ಗಿಡದಿಂದ ಗಿಡಕ್ಕೆ 1 ಮೀ ಅಂತರದಲ್ಲಿ ನಾಟಿ ಮಾಡಬೇಕು. ಅಂತರದಲ್ಲಿ ಬೀಜ ಬಿತ್ತನೆ ಮಾಡಲು ಪ್ಲಾಸ್ಟಿಕ್ ಹೊದಿಕೆ ಬಳಸಿದರೆ ಆಧುನಿಕ ಪದ್ಧತಿಯಾಗಿದೆ. ಪ್ರತಿ ಹೆಕ್ಟೇರ್ ಗೆ 300 ರಿಂದ 400 ಗ್ರಾಂ ಮತ್ತು ಸಂಕರಣ ತಳಗಳಾದಲ್ಲಿ 750 ಗ್ರಾಂ. ಅಲ್ಪಪ್ಪ ಕೊಟ್ಟಿಗೆ ಮತ್ತು ಸಾವಯವ ಗೊಬ್ಬರ ಅಲ್ಲದೇ ಎರೆಹುಳು ಗೊಬ್ಬರಗಳನ್ನು ಜೈವಿಕ ಗೊಬ್ಬರಗಳಾದ ಟ್ರೈಕೋಡರ್ಮಾ, ಸ್ಯೂಡೋಮೋನಾಸ್ ಮತ್ತು ವ್ಯಾಮ್ ಜೊತೆಗೆ ಸಮ್ಮಿಶ್ರಗೊಳಿಸಿ ಬಳಸುವುದರಿಂದ ರೋಗ ಮತ್ತು ಕೀಟದ ಬಾಧೆಯನ್ನು ತಡೆಗಟ್ಟಬಹುದು. ಪ್ರತಿ ಎಕರೆಗೆ 1 ಕ್ವಿ. ಬೇವಿನ ಹಿಂಡಿ ಬಳಸುವುದು ಸೂಕ್ತ. ಬಿತ್ತಿದ 4 ವಾರ ನಂತರ 20 ರಿಂದ 30 ದಿನಗಳೊಳಗೆ ಕುಡಿ ಚಿವುಟುವುದರಿಂದ ಹೆಚ್ಚಿನ ಇಳುವರಿ ಬರುತ್ತದೆ. ಬಳ್ಳಿ 7 ರಿಂದ 8 ಗಿಣ್ಣುಗಳ ನಂತರ	[632, 1946, 931, 2260]
printer-name: ಅಪೂರ್ವ ಆಫ್‌ಸೆಟ್ ಪ್ರಿಂಟರ್ಸ್	[1264, 357, 1464, 381]
paragraph: ಕಾರ್ಯಕ್ರಮದಲ್ಲಿ ಭಾಗವಹಿಸಿ ಮಾತನಾಡಿದ 1880ನೇ ಮದ್ಯವರ್ಜನ ಶಿಬಿರದ ವ್ಯವಸ್ಥಾಪನಾ ಸಮಿತಿಯ ಅಧ್ಯಕ್ಷರಾದ ಶ್ರೀ ಕಿರಣ್ ಅವರು ಶ್ರೀ ಕ್ಷೇತ್ರ ಧರ್ಮಸ್ಥಳ ಗ್ರಾಮಾಭಿವೃದ್ಧಿ ಯೋಜನೆ ಧಾರ್ಮಿಕ ಕ್ರಾಂತಿ ಮಾಡುತ್ತಿದೆ. ಮದ್ಯವರ್ಜನ ಶಿಬಿರಗಳ ಮೂಲಕ ಸಮಾಜದಲ್ಲಿ ಬದಲಾವಣೆ ತರುತ್ತಿದೆ. ಕಾರ್ಯಕ್ರಮದಲ್ಲಿ ದೇವಸ್ಥಾನ ಸಮಿತಿಯ ಅಧ್ಯಕ್ಷರಾದ ಶ್ರೀ ಬಟ್ಟಾ ಶ್ರೀ ರಾಮುಲು, ದೇವಸ್ಥಾನ ಸಮಿತಿಯ ಸದಸ್ಯರಾದ ಶ್ರೀ ರಮೇಶ್, ಶ್ರೀ ಬಸವರಾಜ, ಶ್ರೀನಿವಾಸರೆಡ್ಡಿ, ವಲಯದ ಮೇಲ್ವಿಚಾರಕರಾದ ಶ್ರೀ ಶಿವಪ್ಪ ಪೂಜಾರ್, ಸೇವಾಪ್ರತಿನಿಧಿಗಳು ಹಾಗೂ ತಂಡದ ಸದಸ್ಯರು ಭಾಗವಹಿಸಿದ್ದರು.	[781, 600, 1213, 756]
minority-hostel-article	[1227, 1414, 1501, 2396]
phone-1[interactable]: 94484 41484	[1279, 848, 1450, 876]
farmer-photo	[326, 1497, 931, 1932]
